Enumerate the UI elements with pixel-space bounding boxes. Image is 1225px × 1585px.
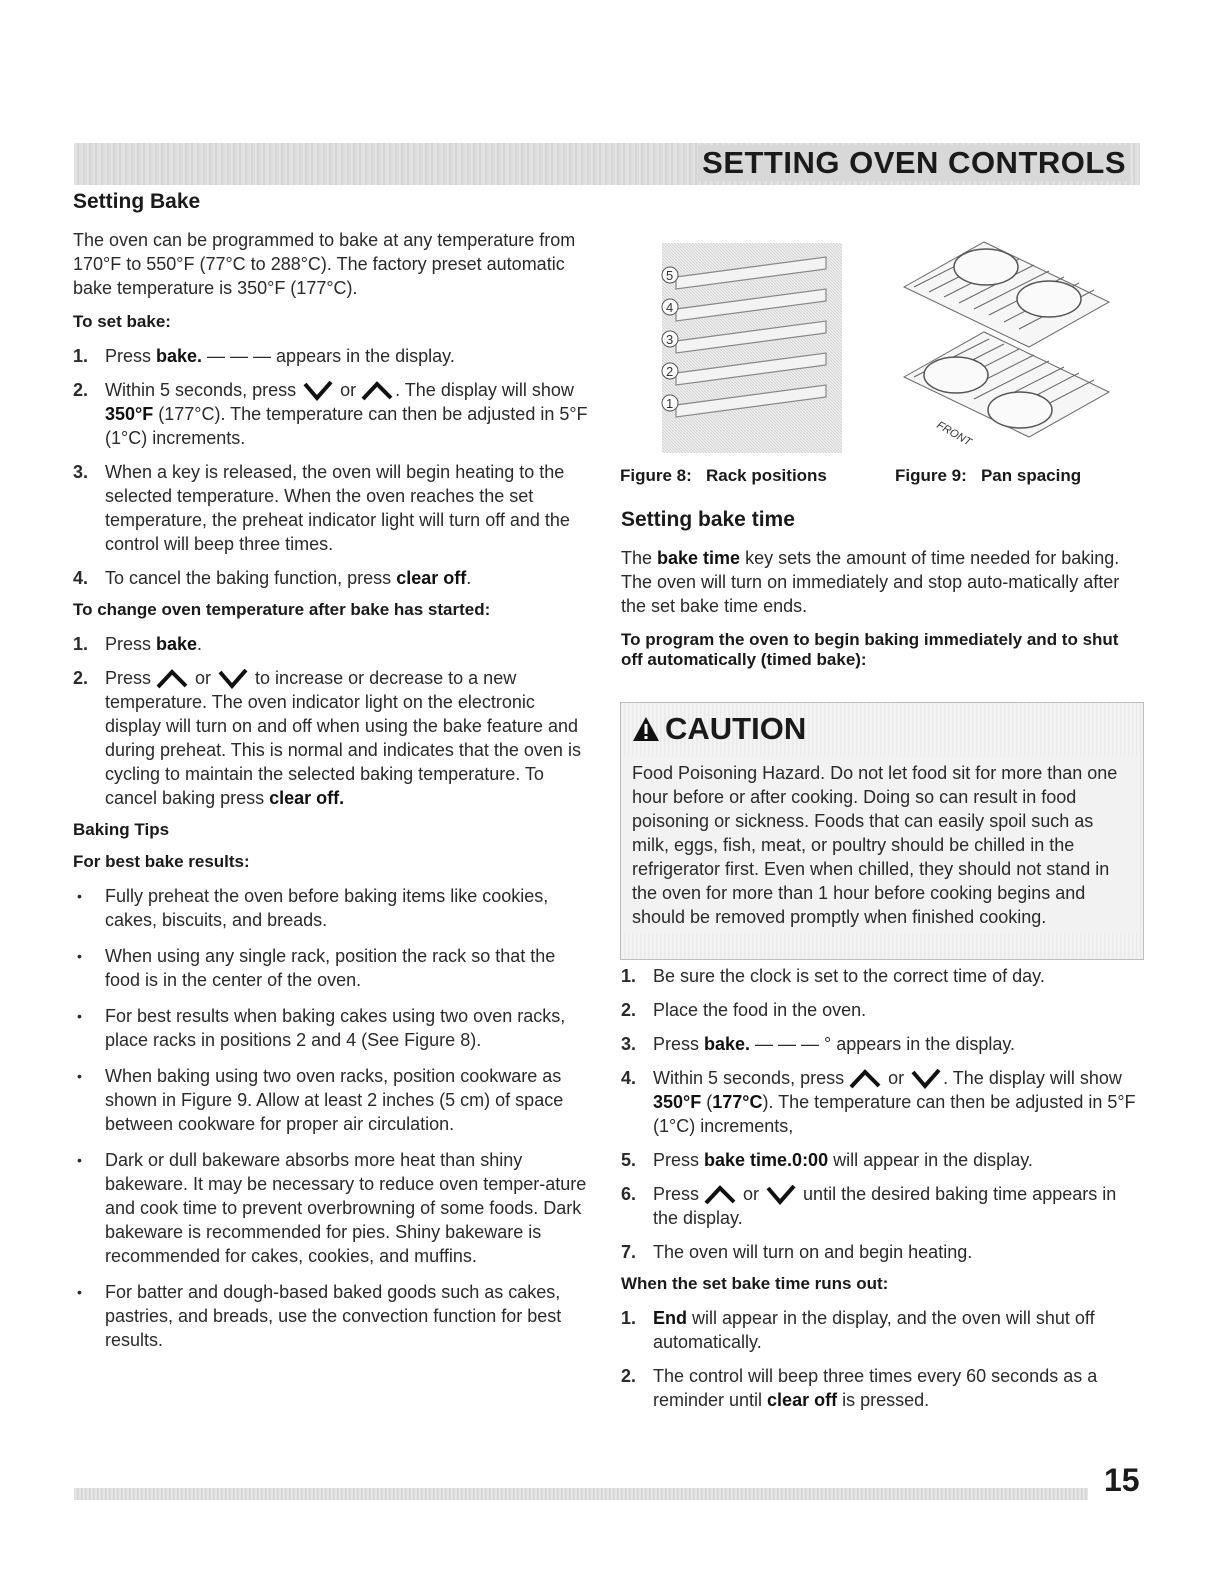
right-column-bottom [621, 964, 1141, 1422]
up-arrow-icon [156, 669, 190, 689]
header-band [74, 143, 1140, 185]
list-item: 1. Press bake. — — — appears in the display. [73, 346, 455, 366]
change-temp-steps [73, 632, 593, 810]
caution-text: Food Poisoning Hazard. Do not let food sit for more than one hour before or after cooking. Doing so can result in food poisoning or sickness. Foods that can easily spoil such as milk, eggs, fish, meat, or poultry should be chilled in the refrigerator first. Even when chilled, they should not stand in the oven for more than 1 hour before cooking begins and should be removed promptly when finished cooking. [624, 757, 1140, 933]
up-arrow-icon [361, 381, 395, 401]
list-item: • Dark or dull bakeware absorbs more heat than shiny bakeware. It may be necessary to reduce oven temper-ature and cook time to prevent overbrowning of some foods. Dark bakeware is recommended for pies. Shiny bakeware is recommended for cakes, cookies, and muffins. [73, 1148, 593, 1268]
time-runs-out-heading: When the set bake time runs out: [621, 1274, 889, 1293]
warning-icon [631, 715, 661, 743]
figure-8-caption: Figure 8: Rack positions [620, 466, 827, 485]
list-item: 2. Place the food in the oven. [621, 1000, 867, 1020]
setting-bake-time-heading: Setting bake time [621, 508, 795, 531]
down-arrow-icon [909, 1069, 943, 1089]
caution-box [620, 702, 1144, 960]
to-set-bake-heading: To set bake: [73, 312, 171, 331]
up-arrow-icon [704, 1185, 738, 1205]
time-runs-out-steps [621, 1306, 1141, 1412]
down-arrow-icon [764, 1185, 798, 1205]
setting-bake-intro: The oven can be programmed to bake at any temperature from 170°F to 550°F (77°C to 288°C). The factory preset automatic bake temperature is 350°F (177°C). [73, 230, 576, 298]
rack-positions-figure [656, 237, 886, 462]
front-label: FRONT [934, 419, 974, 449]
best-results-heading: For best bake results: [73, 852, 250, 871]
list-item: • Fully preheat the oven before baking items like cookies, cakes, biscuits, and breads. [73, 884, 593, 932]
figures-area [620, 237, 1140, 467]
list-item: 2. Within 5 seconds, press or . The display will show 350°F (177°C). The temperature can then be adjusted in 5°F (1°C) increments. [73, 380, 588, 448]
setting-bake-heading: Setting Bake [73, 190, 201, 213]
list-item: 4. To cancel the baking function, press clear off. [73, 568, 472, 588]
list-item: 4. Within 5 seconds, press or . The display will show 350°F (177°C). The temperature can then be adjusted in 5°F (1°C) increments, [621, 1068, 1136, 1136]
change-temp-heading: To change oven temperature after bake has started: [73, 600, 491, 619]
page-number: 15 [1104, 1462, 1140, 1498]
footer-band [74, 1488, 1088, 1500]
rack-number-1: 1 [666, 396, 674, 411]
set-bake-steps [73, 344, 593, 590]
baking-tips-heading: Baking Tips [73, 820, 170, 839]
rack-number-2: 2 [666, 364, 674, 379]
list-item: 3. When a key is released, the oven will begin heating to the selected temperature. When the oven reaches the set temperature, the preheat indicator light will turn off and the control will beep three times. [73, 462, 570, 554]
baking-tips-list [73, 884, 593, 1352]
list-item: 2. The control will beep three times every 60 seconds as a reminder until clear off is pressed. [621, 1366, 1098, 1410]
list-item: 3. Press bake. — — — ° appears in the display. [621, 1034, 1016, 1054]
down-arrow-icon [301, 381, 335, 401]
list-item: 1. Be sure the clock is set to the correct time of day. [621, 966, 1045, 986]
left-column [73, 190, 593, 1364]
list-item: • When baking using two oven racks, position cookware as shown in Figure 9. Allow at least 2 inches (5 cm) of space between cookware for proper air circulation. [73, 1064, 593, 1136]
list-item: • When using any single rack, position the rack so that the food is in the center of the oven. [73, 944, 593, 992]
timed-bake-steps [621, 964, 1141, 1264]
up-arrow-icon [849, 1069, 883, 1089]
caution-title: CAUTION [665, 711, 807, 746]
pan-spacing-figure [894, 237, 1134, 462]
page-title: SETTING OVEN CONTROLS [698, 145, 1130, 181]
right-column-top [621, 508, 1141, 682]
list-item: 1. End will appear in the display, and the oven will shut off automatically. [621, 1308, 1095, 1352]
list-item: 1. Press bake. [73, 634, 203, 654]
down-arrow-icon [216, 669, 250, 689]
rack-number-3: 3 [666, 332, 674, 347]
rack-number-4: 4 [666, 300, 674, 315]
rack-number-5: 5 [666, 268, 674, 283]
list-item: • For batter and dough-based baked goods such as cakes, pastries, and breads, use the convection function for best results. [73, 1280, 593, 1352]
list-item: 5. Press bake time.0:00 will appear in the display. [621, 1150, 1033, 1170]
list-item: 6. Press or until the desired baking time appears in the display. [621, 1184, 1117, 1228]
list-item: • For best results when baking cakes using two oven racks, place racks in positions 2 and 4 (See Figure 8). [73, 1004, 593, 1052]
timed-bake-heading: To program the oven to begin baking immediately and to shut off automatically (timed bake): [621, 630, 1119, 669]
figure-9-caption: Figure 9: Pan spacing [895, 466, 1082, 485]
bake-time-intro: The bake time key sets the amount of time needed for baking. The oven will turn on immediately and stop auto-matically after the set bake time ends. [621, 548, 1120, 616]
list-item: 2. Press or to increase or decrease to a new temperature. The oven indicator light on the electronic display will turn on and off when using the bake feature and during preheat. This is normal and indicates that the oven is cycling to maintain the selected baking temperature. To cancel baking press clear off. [73, 668, 581, 808]
list-item: 7. The oven will turn on and begin heating. [621, 1242, 973, 1262]
